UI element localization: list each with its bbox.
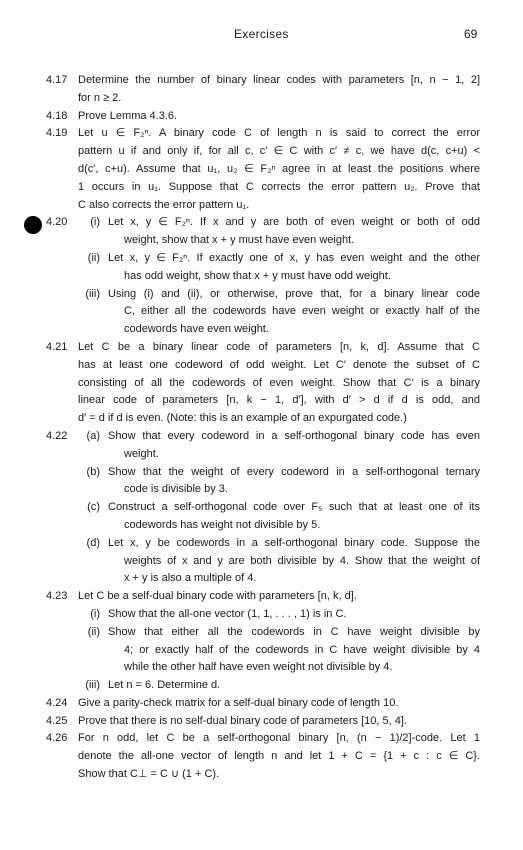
exercise-body	[78, 214, 480, 339]
text-line: Show that either all the codewords in C have weight divisible by	[108, 625, 480, 638]
text-line: Show that every codeword in a self-orthogonal binary code has even	[108, 429, 480, 442]
exercise-body	[78, 713, 480, 731]
text-line: consisting of all the codewords of even weight. Show that C′ is a binary	[78, 376, 480, 389]
exercise-number: 4.22	[46, 429, 68, 442]
running-head: Exercises	[234, 27, 289, 41]
exercise-4-22	[0, 428, 523, 588]
text-line: Prove that there is no self-dual binary code of parameters [10, 5, 4].	[78, 714, 407, 727]
text-line: Let C be a self-dual binary code with parameters [n, k, d].	[78, 590, 357, 603]
text-line: C, either all the codewords have even weight or exactly half of the	[124, 305, 480, 318]
sub-part-label: (iii)	[85, 287, 100, 300]
text-line: Prove Lemma 4.3.6.	[78, 109, 178, 122]
exercise-number: 4.26	[46, 732, 68, 745]
exercise-4-23	[0, 588, 523, 695]
text-line: weight, show that x + y must have even weight.	[124, 234, 355, 247]
text-line: Let x, y ∈ F₂ⁿ. If x and y are both of even weight or both of odd	[108, 216, 480, 229]
exercise-number: 4.21	[46, 340, 68, 353]
sub-part	[78, 624, 480, 677]
exercise-number: 4.25	[46, 714, 68, 727]
exercise-body	[78, 588, 480, 695]
sub-part-label: (b)	[86, 465, 100, 478]
text-line: Give a parity-check matrix for a self-dual binary code of length 10.	[78, 696, 399, 709]
exercise-body	[78, 108, 480, 126]
text-line: codewords have even weight.	[124, 323, 269, 336]
text-line: Let C be a binary linear code of parameters [n, k, d]. Assume that C	[78, 340, 480, 353]
exercise-body	[78, 428, 480, 588]
sub-part-label: (i)	[90, 607, 100, 620]
text-line: weights of x and y are both divisible by 4. Show that the weight of	[124, 554, 480, 567]
text-line: Let x, y be codewords in a self-orthogonal binary code. Suppose the	[108, 536, 480, 549]
sub-part-label: (ii)	[87, 625, 100, 638]
text-line: 1 occurs in u₁. Suppose that C corrects the error pattern u₂. Prove that	[78, 180, 480, 193]
sub-part	[78, 214, 480, 250]
text-line: pattern u if and only if, for all c, c′ ∈ C with c′ ≠ c, we have d(c, c+u) <	[78, 145, 480, 158]
sub-part-label: (i)	[90, 216, 100, 229]
text-line: d′ = d if d is even. (Note: this is an example of an expurgated code.)	[78, 412, 407, 425]
sub-part	[78, 606, 480, 624]
sub-part-label: (c)	[87, 501, 100, 514]
text-line: d(c′, c+u). Assume that u₁, u₂ ∈ F₂ⁿ agree in at least the positions where	[78, 162, 480, 175]
text-line: has at least one codeword of odd weight. Let C′ denote the subset of C	[78, 358, 480, 371]
sub-part	[78, 428, 480, 464]
text-line: Let u ∈ F₂ⁿ. A binary code C of length n is said to correct the error	[78, 127, 480, 140]
text-line: codewords has weight not divisible by 5.	[124, 518, 321, 531]
text-line: Show that C⊥ = C ∪ (1 + C).	[78, 768, 220, 781]
text-line: x + y is also a multiple of 4.	[124, 572, 257, 585]
text-line: Using (i) and (ii), or otherwise, prove that, for a binary linear code	[108, 287, 480, 300]
sub-part	[78, 677, 480, 695]
page-header	[0, 27, 523, 43]
exercise-4-20	[0, 214, 523, 339]
text-line: weight.	[124, 447, 159, 460]
sub-part-label: (iii)	[85, 679, 100, 692]
exercise-number: 4.20	[46, 216, 68, 229]
exercise-4-17	[0, 72, 523, 108]
text-line: Determine the number of binary linear codes with parameters [n, n − 1, 2]	[78, 74, 480, 86]
text-line: Show that the weight of every codeword in a self-orthogonal ternary	[108, 465, 480, 478]
exercise-list	[0, 72, 523, 784]
text-line: Construct a self-orthogonal code over F₅ such that at least one of its	[108, 501, 480, 514]
text-line: while the other half have even weight not divisible by 4.	[124, 661, 393, 674]
exercise-4-24	[0, 695, 523, 713]
text-line: 4; or exactly half of the codewords in C have weight divisible by 4	[124, 643, 480, 656]
exercise-4-26	[0, 730, 523, 783]
exercise-4-18	[0, 108, 523, 126]
sub-part-label: (ii)	[87, 251, 100, 264]
exercise-number: 4.18	[46, 109, 68, 122]
text-line: C also corrects the error pattern u₁.	[78, 198, 250, 211]
exercise-number: 4.23	[46, 590, 68, 603]
sub-part	[78, 464, 480, 500]
text-line: Let x, y ∈ F₂ⁿ. If exactly one of x, y has even weight and the other	[108, 251, 480, 264]
exercise-number: 4.19	[46, 127, 68, 140]
exercise-body	[78, 125, 480, 214]
exercise-number: 4.17	[46, 74, 68, 86]
exercise-body	[78, 695, 480, 713]
sub-part	[78, 250, 480, 286]
sub-part	[78, 535, 480, 588]
exercise-4-21	[0, 339, 523, 428]
exercise-4-19	[0, 125, 523, 214]
text-line: For n odd, let C be a self-orthogonal binary [n, (n − 1)/2]-code. Let 1	[78, 732, 480, 745]
text-line: linear code of parameters [n, k − 1, d′], with d′ > d if d is odd, and	[78, 394, 480, 407]
page-number: 69	[464, 27, 478, 41]
text-line: Show that the all-one vector (1, 1, . . . , 1) is in C.	[108, 607, 347, 620]
text-line: denote the all-one vector of length n and let 1 + C = {1 + c : c ∈ C}.	[78, 750, 480, 763]
sub-part-label: (d)	[86, 536, 100, 549]
text-line: code is divisible by 3.	[124, 483, 228, 496]
exercise-body	[78, 72, 480, 108]
exercise-body	[78, 339, 480, 428]
text-line: has odd weight, show that x + y must have odd weight.	[124, 269, 391, 282]
sub-part	[78, 286, 480, 339]
sub-part-label: (a)	[86, 429, 100, 442]
exercise-number: 4.24	[46, 696, 68, 709]
exercise-body	[78, 730, 480, 783]
text-line: for n ≥ 2.	[78, 91, 122, 104]
exercise-4-25	[0, 713, 523, 731]
sub-part	[78, 499, 480, 535]
text-line: Let n = 6. Determine d.	[108, 679, 221, 692]
